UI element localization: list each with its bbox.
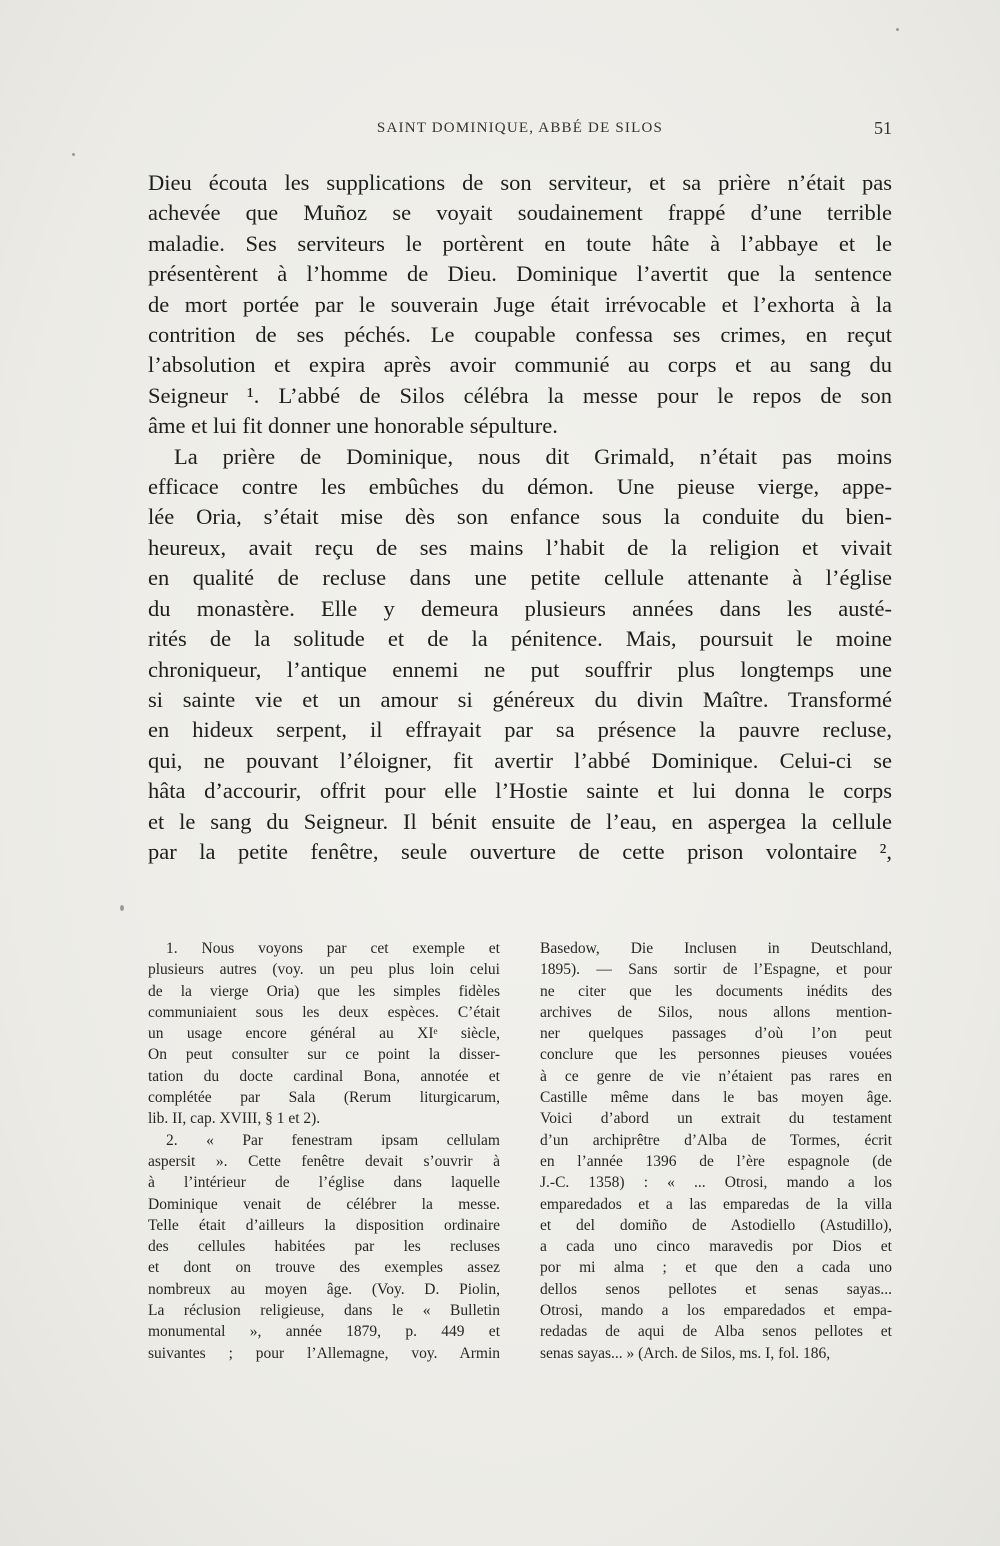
- text-line: âme et lui fit donner une honorable sépulture.: [148, 413, 558, 439]
- footnote-line: suivantes ; pour l’Allemagne, voy. Armin: [148, 1344, 500, 1362]
- footnote-line: ner quelques passages d’où l’on peut: [540, 1025, 892, 1043]
- text-line: achevée que Muñoz se voyait soudainement frappé d’une terrible: [148, 200, 892, 226]
- footnote-line: conclure que les personnes pieuses vouées: [540, 1046, 892, 1064]
- text-line: Seigneur ¹. L’abbé de Silos célébra la messe pour le repos de son: [148, 382, 892, 408]
- footnote-line: Dominique venait de célébrer la messe.: [148, 1195, 500, 1213]
- text-line: rités de la solitude et de la pénitence. Mais, poursuit le moine: [148, 626, 892, 652]
- footnote-line: Telle était d’ailleurs la disposition ordinaire: [148, 1216, 500, 1234]
- footnote-line: dellos senos pellotes et senas sayas...: [540, 1280, 892, 1298]
- text-line: en hideux serpent, il effrayait par sa présence la pauvre recluse,: [148, 717, 892, 743]
- footnote-line: des cellules habitées par les recluses: [148, 1238, 500, 1256]
- footnote-line: à ce genre de vie n’étaient pas rares en: [540, 1067, 892, 1085]
- text-line: en qualité de recluse dans une petite cellule attenante à l’église: [148, 565, 892, 591]
- footnote-line: emparedados et a las emparedas de la villa: [540, 1195, 892, 1213]
- running-title: SAINT DOMINIQUE, ABBÉ DE SILOS: [376, 120, 664, 136]
- footnote-line: plusieurs autres (voy. un peu plus loin celui: [148, 961, 500, 979]
- running-head: [148, 120, 892, 144]
- text-line: l’absolution et expira après avoir communié au corps et au sang du: [148, 352, 892, 378]
- footnote-line: tation du docte cardinal Bona, annotée et: [148, 1067, 500, 1085]
- footnote-line: d’un archiprêtre d’Alba de Tormes, écrit: [540, 1131, 892, 1149]
- footnotes: [148, 938, 892, 1388]
- paper-speck: [72, 153, 75, 156]
- footnote-line: un usage encore général au XIᵉ siècle,: [148, 1025, 500, 1043]
- text-line: par la petite fenêtre, seule ouverture de cette prison volontaire ²,: [148, 838, 892, 864]
- footnote-line: por mi alma ; et que den a cada uno: [540, 1259, 892, 1277]
- text-line: lée Oria, s’était mise dès son enfance sous la conduite du bien-: [148, 504, 892, 530]
- footnote-line: Otrosi, mando a los emparedados et empa-: [540, 1302, 892, 1320]
- footnote-line: nombreux au moyen âge. (Voy. D. Piolin,: [148, 1280, 500, 1298]
- footnotes-right-column: [540, 938, 892, 1364]
- paper-speck: [120, 905, 124, 911]
- text-line: présentèrent à l’homme de Dieu. Dominique l’avertit que la sentence: [148, 261, 892, 287]
- footnote-line: de la vierge Oria) que les simples fidèles: [148, 982, 500, 1000]
- footnote-line: monumental », année 1879, p. 449 et: [148, 1323, 500, 1341]
- page-number: 51: [874, 118, 892, 138]
- footnote-line: communiaient sous les deux espèces. C’était: [148, 1003, 500, 1021]
- text-line: La prière de Dominique, nous dit Grimald, n’était pas moins: [174, 443, 892, 469]
- footnotes-left-column: [148, 938, 500, 1364]
- footnote-line: On peut consulter sur ce point la disser-: [148, 1046, 500, 1064]
- text-line: maladie. Ses serviteurs le portèrent en toute hâte à l’abbaye et le: [148, 230, 892, 256]
- text-line: heureux, avait reçu de ses mains l’habit de la religion et vivait: [148, 534, 892, 560]
- text-line: efficace contre les embûches du démon. Une pieuse vierge, appe-: [148, 474, 892, 500]
- footnote-line: et dont on trouve des exemples assez: [148, 1259, 500, 1277]
- footnote-line: archives de Silos, nous allons mention-: [540, 1003, 892, 1021]
- text-line: du monastère. Elle y demeura plusieurs années dans les austé-: [148, 595, 892, 621]
- footnote-line: Voici d’abord un extrait du testament: [540, 1110, 892, 1128]
- footnote-line: 1895). — Sans sortir de l’Espagne, et pour: [540, 961, 892, 979]
- text-line: si sainte vie et un amour si généreux du divin Maître. Transformé: [148, 686, 892, 712]
- text-line: et le sang du Seigneur. Il bénit ensuite de l’eau, en aspergea la cellule: [148, 808, 892, 834]
- footnote-line: aspersit ». Cette fenêtre devait s’ouvrir à: [148, 1152, 500, 1170]
- footnote-line: a cada uno cinco maravedis por Dios et: [540, 1238, 892, 1256]
- paper-speck: [896, 28, 899, 31]
- footnote-line: complétée par Sala (Rerum liturgicarum,: [148, 1089, 500, 1107]
- footnote-line: ne citer que les documents inédits des: [540, 982, 892, 1000]
- footnote-line: à l’intérieur de l’église dans laquelle: [148, 1174, 500, 1192]
- footnote-line: senas sayas... » (Arch. de Silos, ms. I, fol. 186,: [540, 1344, 831, 1362]
- text-line: hâta d’accourir, offrit pour elle l’Hostie sainte et lui donna le corps: [148, 778, 892, 804]
- text-line: de mort portée par le souverain Juge était irrévocable et l’exhorta à la: [148, 291, 892, 317]
- footnote-line: Basedow, Die Inclusen in Deutschland,: [540, 940, 892, 957]
- text-line: qui, ne pouvant l’éloigner, fit avertir l’abbé Dominique. Celui-ci se: [148, 747, 892, 773]
- footnote-line: 2. « Par fenestram ipsam cellulam: [166, 1131, 500, 1149]
- main-text: [148, 168, 892, 867]
- footnote-line: en l’année 1396 de l’ère espagnole (de: [540, 1152, 892, 1170]
- text-line: Dieu écouta les supplications de son serviteur, et sa prière n’était pas: [148, 170, 892, 195]
- footnote-line: Castille même dans le bas moyen âge.: [540, 1089, 892, 1107]
- footnote-line: redadas de aqui de Alba senos pellotes et: [540, 1323, 892, 1341]
- footnote-line: 1. Nous voyons par cet exemple et: [166, 940, 500, 957]
- footnote-line: lib. II, cap. XVIII, § 1 et 2).: [148, 1110, 321, 1128]
- footnote-line: et del domiño de Astodiello (Astudillo),: [540, 1216, 892, 1234]
- footnote-line: J.-C. 1358) : « ... Otrosi, mando a los: [540, 1174, 892, 1192]
- text-line: contrition de ses péchés. Le coupable confessa ses crimes, en reçut: [148, 322, 892, 348]
- text-line: chroniqueur, l’antique ennemi ne put souffrir plus longtemps une: [148, 656, 892, 682]
- footnote-line: La réclusion religieuse, dans le « Bulletin: [148, 1302, 500, 1320]
